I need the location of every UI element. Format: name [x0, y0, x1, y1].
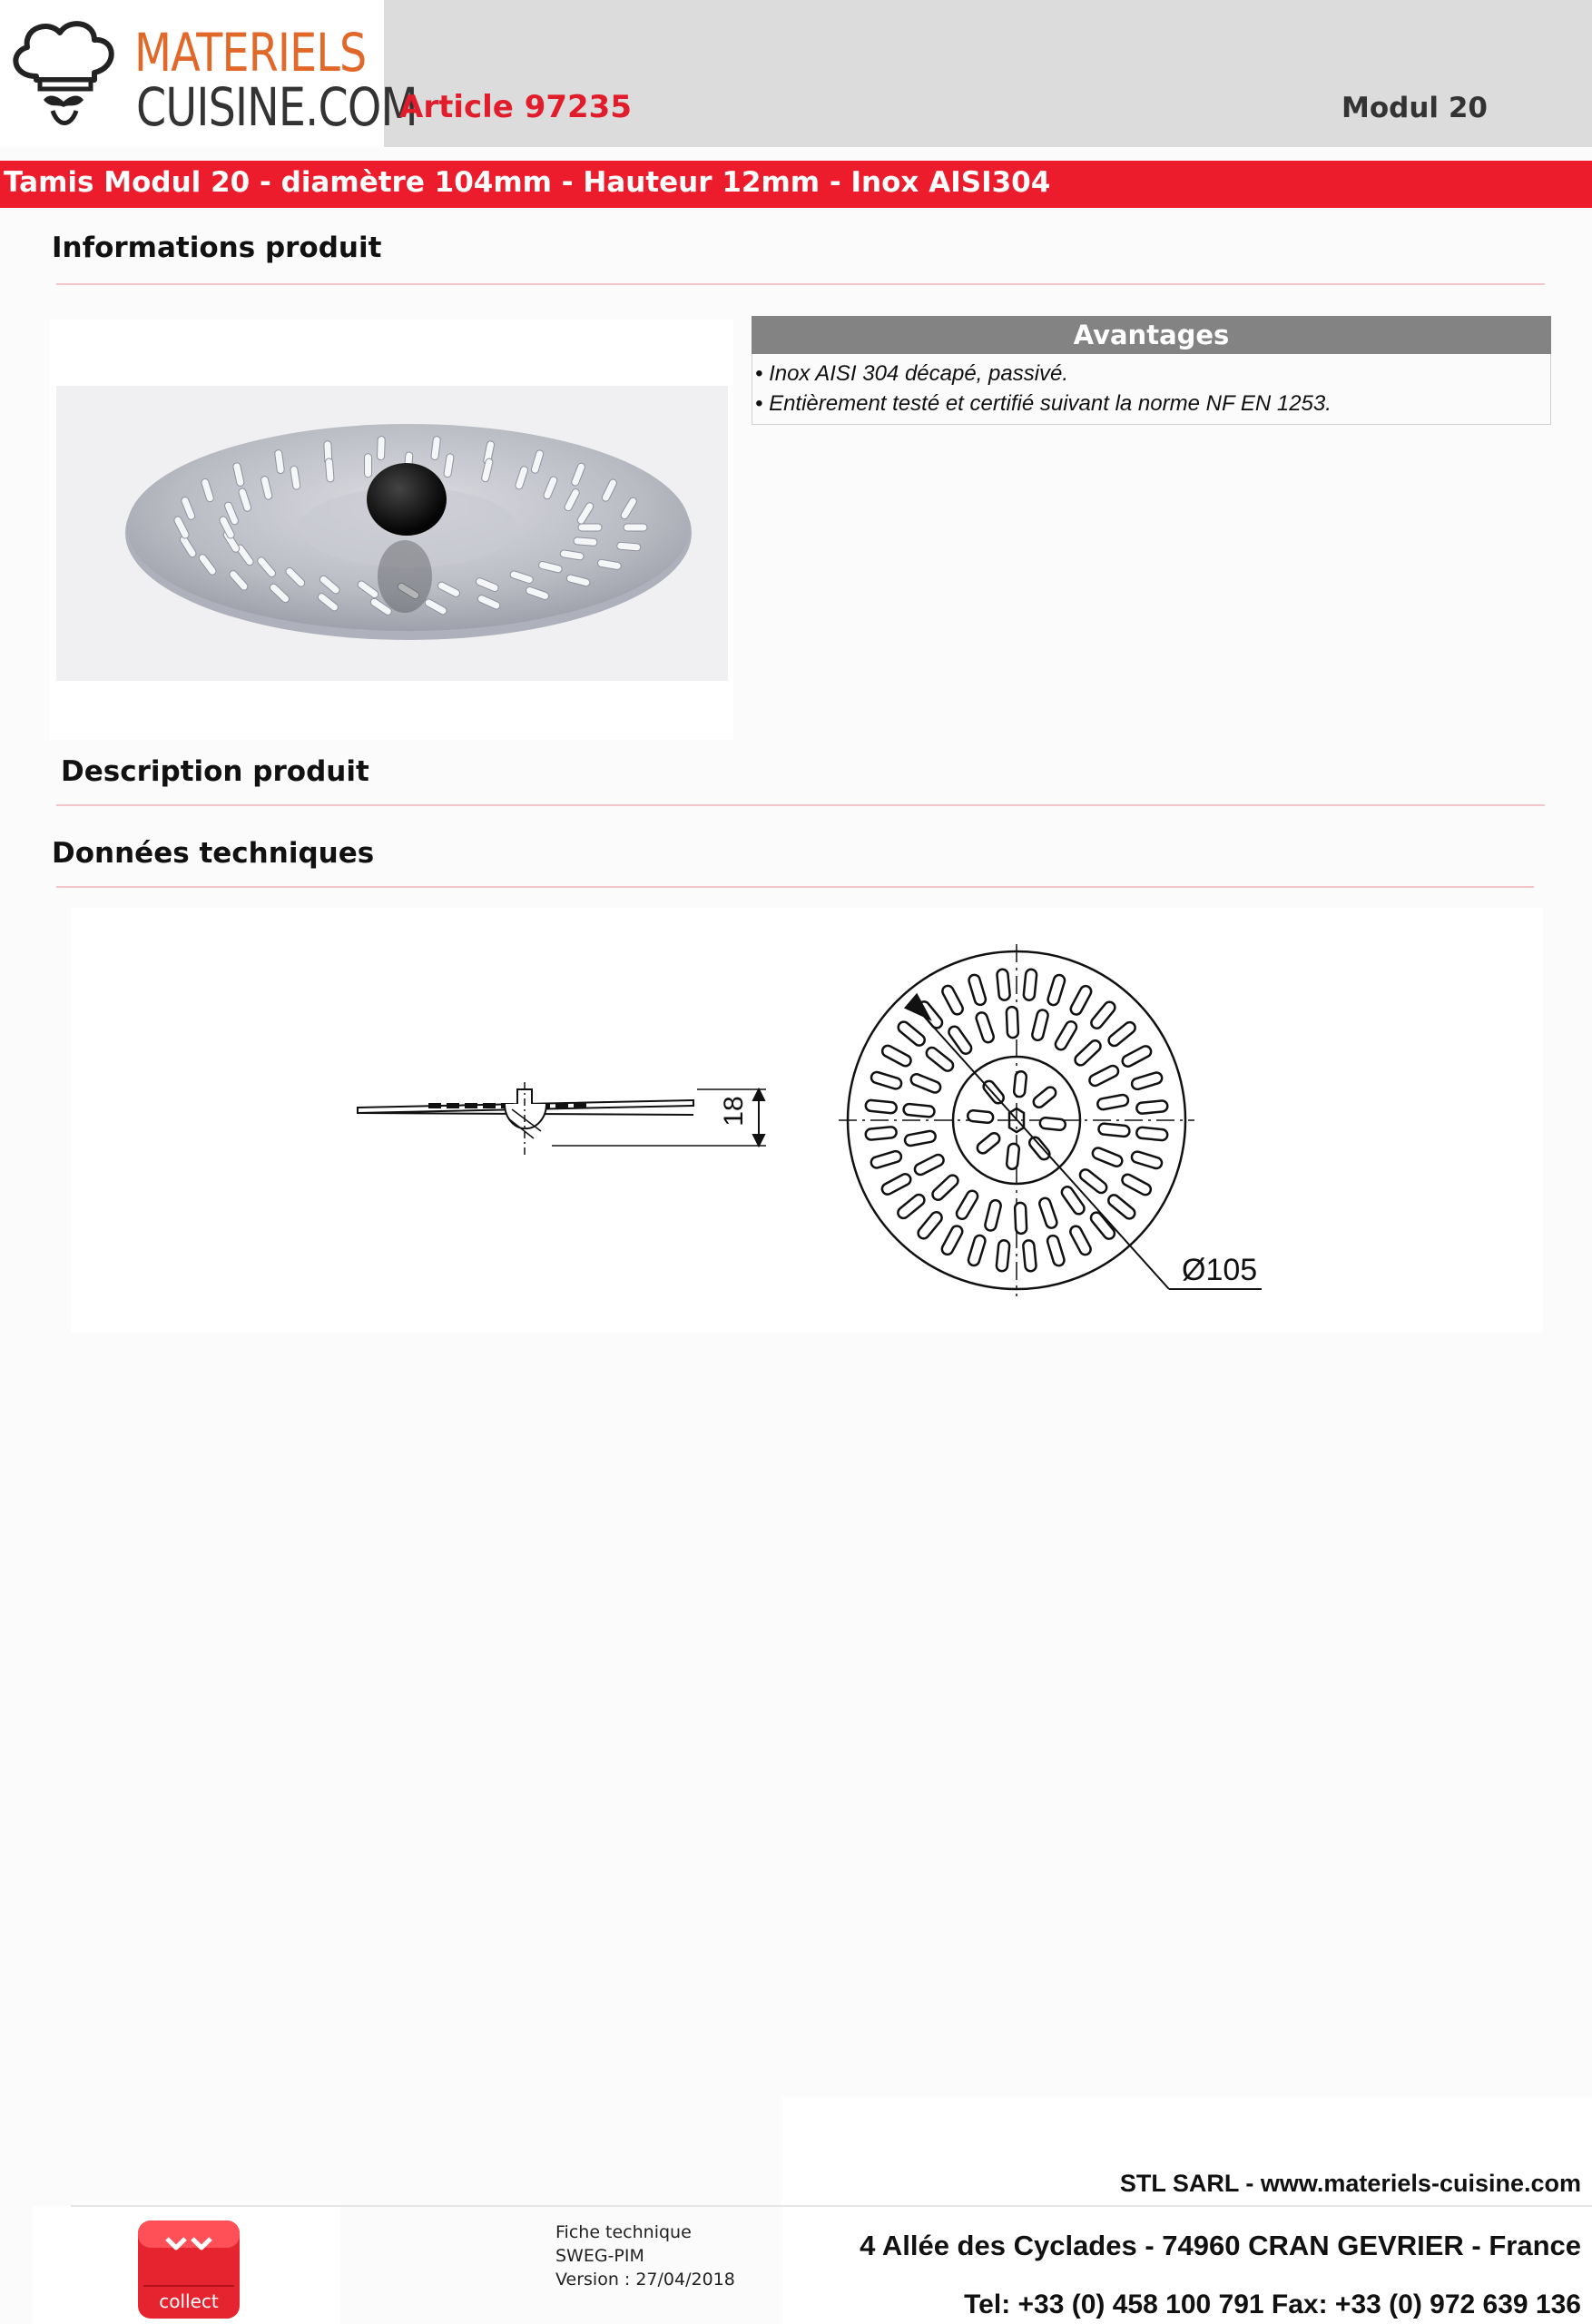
strainer-slot: [325, 458, 334, 483]
section-heading-info: Informations produit: [52, 231, 382, 264]
badge-label: collect: [159, 2290, 219, 2312]
strainer-slot: [616, 542, 641, 551]
diameter-dimension-label: Ø105: [1182, 1253, 1258, 1287]
technical-drawing: [71, 908, 1543, 1333]
footer-company: STL SARL - www.materiels-cuisine.com: [1119, 2170, 1581, 2197]
section-heading-technical: Données techniques: [52, 837, 375, 870]
strainer-slot: [578, 524, 602, 531]
section-divider: [56, 804, 1545, 806]
drawing-slot: [997, 969, 1010, 1000]
top-view-drawing: [839, 944, 1262, 1296]
drawing-slot: [1014, 1071, 1027, 1098]
advantage-item: • Inox AISI 304 décapé, passivé.: [755, 361, 1069, 386]
footer-divider: [71, 2205, 1592, 2207]
drawing-slot: [996, 1240, 1009, 1272]
drawing-slot: [865, 1099, 897, 1113]
article-number: Article 97235: [399, 89, 632, 125]
footer-address: 4 Allée des Cyclades - 74960 CRAN GEVRIER - France: [860, 2230, 1581, 2261]
product-title: Tamis Modul 20 - diamètre 104mm - Hauteur 12mm - Inox AISI304: [4, 166, 1051, 199]
drawing-slot: [903, 1104, 935, 1118]
drawing-slot: [1007, 1143, 1020, 1169]
drawing-slot: [1015, 1203, 1027, 1234]
drawing-slot: [1023, 969, 1037, 1000]
advantage-item: • Entièrement testé et certifié suivant la norme NF EN 1253.: [755, 391, 1332, 416]
drawing-slot: [1098, 1123, 1130, 1137]
drawing-slot: [1039, 1118, 1066, 1131]
drawing-slot: [1007, 1007, 1018, 1038]
logo: [0, 0, 418, 147]
section-divider: [56, 886, 1534, 888]
strainer-slot: [624, 524, 647, 531]
strainer-slot: [574, 537, 598, 547]
fiche-version: Version : 27/04/2018: [555, 2270, 735, 2290]
technical-drawing-svg: [71, 908, 1543, 1333]
drawing-slot: [1136, 1127, 1168, 1140]
logo-text-line1: MATERIELS: [134, 22, 367, 84]
drawing-slot: [1023, 1240, 1037, 1272]
strainer-slot: [377, 437, 385, 460]
collect-badge: [136, 2219, 241, 2320]
collect-badge-icon: [136, 2219, 241, 2320]
advantages-title: Avantages: [1073, 320, 1230, 350]
drawing-slot: [865, 1127, 897, 1140]
strainer-slot: [364, 454, 371, 478]
fiche-type: Fiche technique: [555, 2222, 692, 2242]
fiche-code: SWEG-PIM: [555, 2246, 644, 2266]
product-series: Modul 20: [1341, 92, 1488, 124]
drawing-slot: [1136, 1100, 1168, 1114]
logo-text-line2: CUISINE.COM: [136, 76, 418, 138]
chef-hat-icon: [4, 13, 123, 133]
footer-contact: Tel: +33 (0) 458 100 791 Fax: +33 (0) 972 639 136: [964, 2290, 1581, 2319]
section-divider: [56, 283, 1545, 285]
drawing-slot: [968, 1110, 994, 1124]
height-dimension-label: 18: [719, 1096, 749, 1127]
product-photo: [56, 386, 728, 681]
section-heading-description: Description produit: [61, 755, 369, 788]
side-view-drawing: [358, 1082, 766, 1155]
strainer-photo-icon: [56, 386, 728, 681]
